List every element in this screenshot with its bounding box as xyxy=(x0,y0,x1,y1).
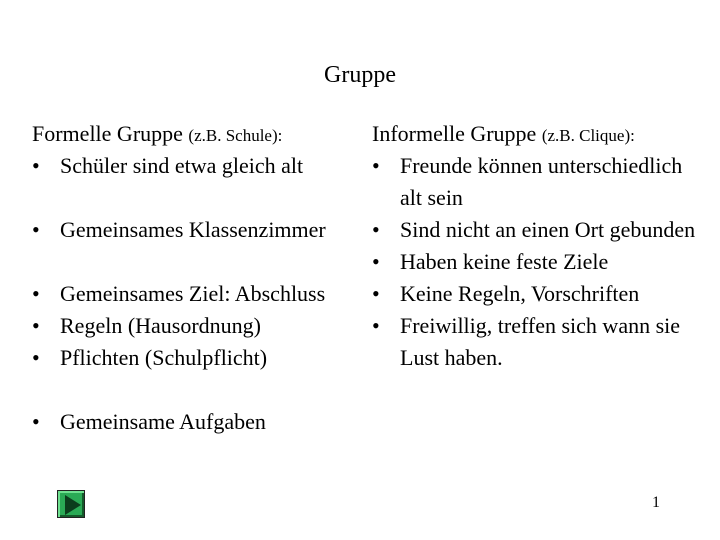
list-item xyxy=(32,310,367,342)
list-item xyxy=(32,342,367,374)
formal-group-heading xyxy=(32,118,367,150)
list-item-text: Gemeinsame Aufgaben xyxy=(60,409,266,434)
bullet: • xyxy=(32,153,40,178)
informal-group-column xyxy=(372,118,702,374)
formal-group-heading-main: Formelle Gruppe xyxy=(32,121,183,146)
list-item-text: Keine Regeln, Vorschriften xyxy=(400,281,640,306)
list-item-text: Regeln (Hausordnung) xyxy=(60,313,262,338)
bullet: • xyxy=(32,281,40,306)
list-item xyxy=(372,310,702,374)
informal-group-list xyxy=(372,150,702,374)
list-item-text: Freiwillig, treffen sich wann sie Lust haben. xyxy=(400,313,681,370)
list-item-text: Gemeinsames Ziel: Abschluss xyxy=(60,281,326,306)
informal-group-heading-example: (z.B. Clique): xyxy=(541,126,635,145)
list-item-text: Freunde können unterschiedlich alt sein xyxy=(400,153,683,210)
list-item-text: Schüler sind etwa gleich alt xyxy=(60,153,304,178)
list-item-text: Gemeinsames Klassenzimmer xyxy=(60,217,326,242)
informal-group-heading xyxy=(372,118,702,150)
bullet: • xyxy=(372,217,380,242)
informal-group-heading-main: Informelle Gruppe xyxy=(372,121,537,146)
list-item xyxy=(372,246,702,278)
bullet: • xyxy=(372,249,380,274)
list-item xyxy=(372,278,702,310)
formal-group-list xyxy=(32,150,367,438)
bullet: • xyxy=(32,409,40,434)
list-item-text: Pflichten (Schulpflicht) xyxy=(60,345,268,370)
play-arrow-icon xyxy=(58,491,86,519)
formal-group-column xyxy=(32,118,367,438)
bullet: • xyxy=(372,281,380,306)
list-item xyxy=(372,150,702,214)
list-item xyxy=(32,406,367,438)
bullet: • xyxy=(32,313,40,338)
next-slide-button[interactable] xyxy=(57,490,85,518)
list-item xyxy=(372,214,702,246)
list-item xyxy=(32,214,367,246)
bullet: • xyxy=(32,345,40,370)
bullet: • xyxy=(372,313,380,338)
bullet: • xyxy=(32,217,40,242)
formal-group-heading-example: (z.B. Schule): xyxy=(188,126,283,145)
list-item xyxy=(32,278,367,310)
list-item-text: Haben keine feste Ziele xyxy=(400,249,609,274)
page-number: 1 xyxy=(652,494,660,511)
bullet: • xyxy=(372,153,380,178)
slide-title: Gruppe xyxy=(324,62,396,88)
list-item xyxy=(32,150,367,182)
list-item-text: Sind nicht an einen Ort gebunden xyxy=(400,217,696,242)
